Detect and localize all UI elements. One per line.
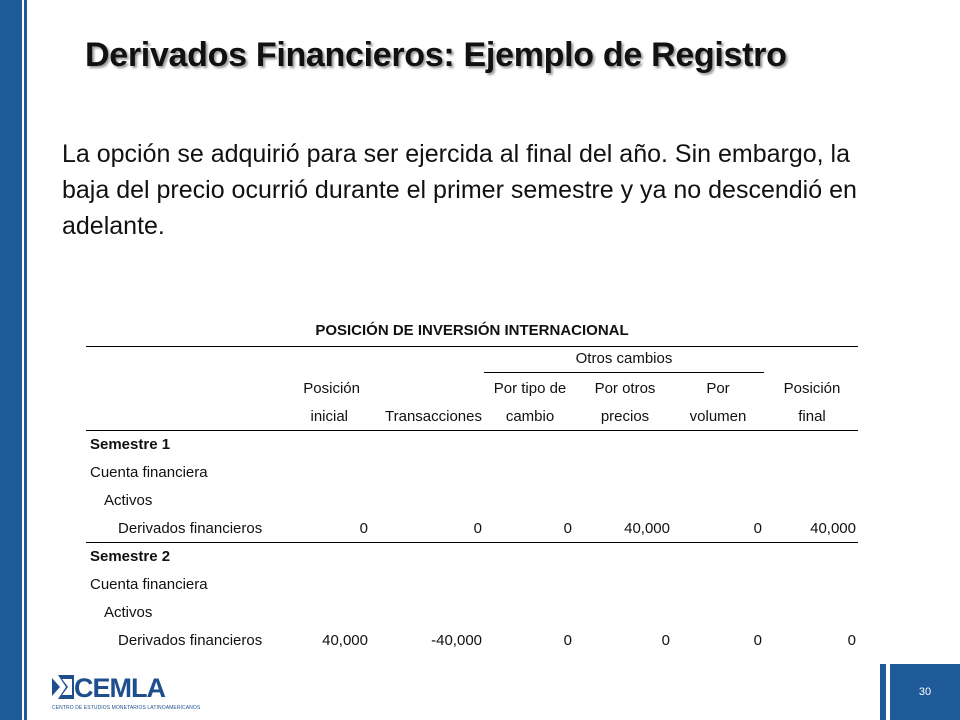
header-volumen-2: volumen: [689, 408, 747, 425]
page-number-box: [890, 664, 960, 720]
header-bottom-rule: [86, 430, 858, 431]
header-otros-precios-2: precios: [600, 408, 650, 425]
s2-transacciones: -40,000: [431, 632, 482, 649]
s2-volumen: 0: [753, 632, 762, 649]
cemla-logo: [52, 673, 201, 715]
section-label-semestre-1: Semestre 1: [90, 436, 171, 453]
slide-body-text: La opción se adquirió para ser ejercida al final del año. Sin embargo, la baja del precio ocurrió durante el primer semestre y ya no descendió en adelante.: [62, 140, 857, 240]
section-2-subaccount: Activos: [104, 604, 153, 621]
s2-otros-precios: 0: [661, 632, 670, 649]
group-header-rule: [484, 372, 764, 373]
left-accent-bar: [0, 0, 22, 720]
cemla-logo-mark-icon: [52, 675, 74, 699]
header-posicion-inicial-1: Posición: [303, 380, 360, 397]
section-2-account: Cuenta financiera: [90, 576, 208, 593]
header-tipo-cambio-2: cambio: [505, 408, 555, 425]
section-1-item: Derivados financieros: [118, 520, 263, 537]
cemla-logo-subtitle: CENTRO DE ESTUDIOS MONETARIOS LATINOAMERICANOS: [52, 705, 201, 711]
header-posicion-final-1: Posición: [783, 380, 841, 397]
header-transacciones: Transacciones: [385, 408, 482, 425]
footer-accent-bar: [880, 664, 886, 720]
s1-otros-precios: 40,000: [624, 520, 670, 537]
section-label-semestre-2: Semestre 2: [90, 548, 171, 565]
s1-tipo-cambio: 0: [563, 520, 572, 537]
cemla-logo-text: CEMLA: [74, 673, 165, 703]
s1-posicion-final: 40,000: [810, 520, 856, 537]
s1-volumen: 0: [753, 520, 762, 537]
table-title: POSICIÓN DE INVERSIÓN INTERNACIONAL: [315, 322, 629, 339]
s1-transacciones: 0: [473, 520, 482, 537]
page-number: 30: [918, 686, 932, 698]
header-posicion-final-2: final: [798, 408, 826, 425]
section-1-subaccount: Activos: [104, 492, 153, 509]
left-accent-line: [24, 0, 27, 720]
header-posicion-inicial-2: inicial: [310, 408, 348, 425]
header-volumen-1: Por: [706, 380, 730, 397]
s2-tipo-cambio: 0: [563, 632, 572, 649]
s2-posicion-final: 0: [847, 632, 856, 649]
header-tipo-cambio-1: Por tipo de: [493, 380, 567, 397]
group-header-otros-cambios: Otros cambios: [575, 350, 673, 367]
section-1-account: Cuenta financiera: [90, 464, 208, 481]
header-otros-precios-1: Por otros: [594, 380, 656, 397]
slide-title: Derivados Financieros: Ejemplo de Registro: [85, 36, 787, 74]
s1-posicion-inicial: 0: [359, 520, 368, 537]
section-divider-rule: [86, 542, 858, 543]
s2-posicion-inicial: 40,000: [322, 632, 368, 649]
section-2-item: Derivados financieros: [118, 632, 263, 649]
